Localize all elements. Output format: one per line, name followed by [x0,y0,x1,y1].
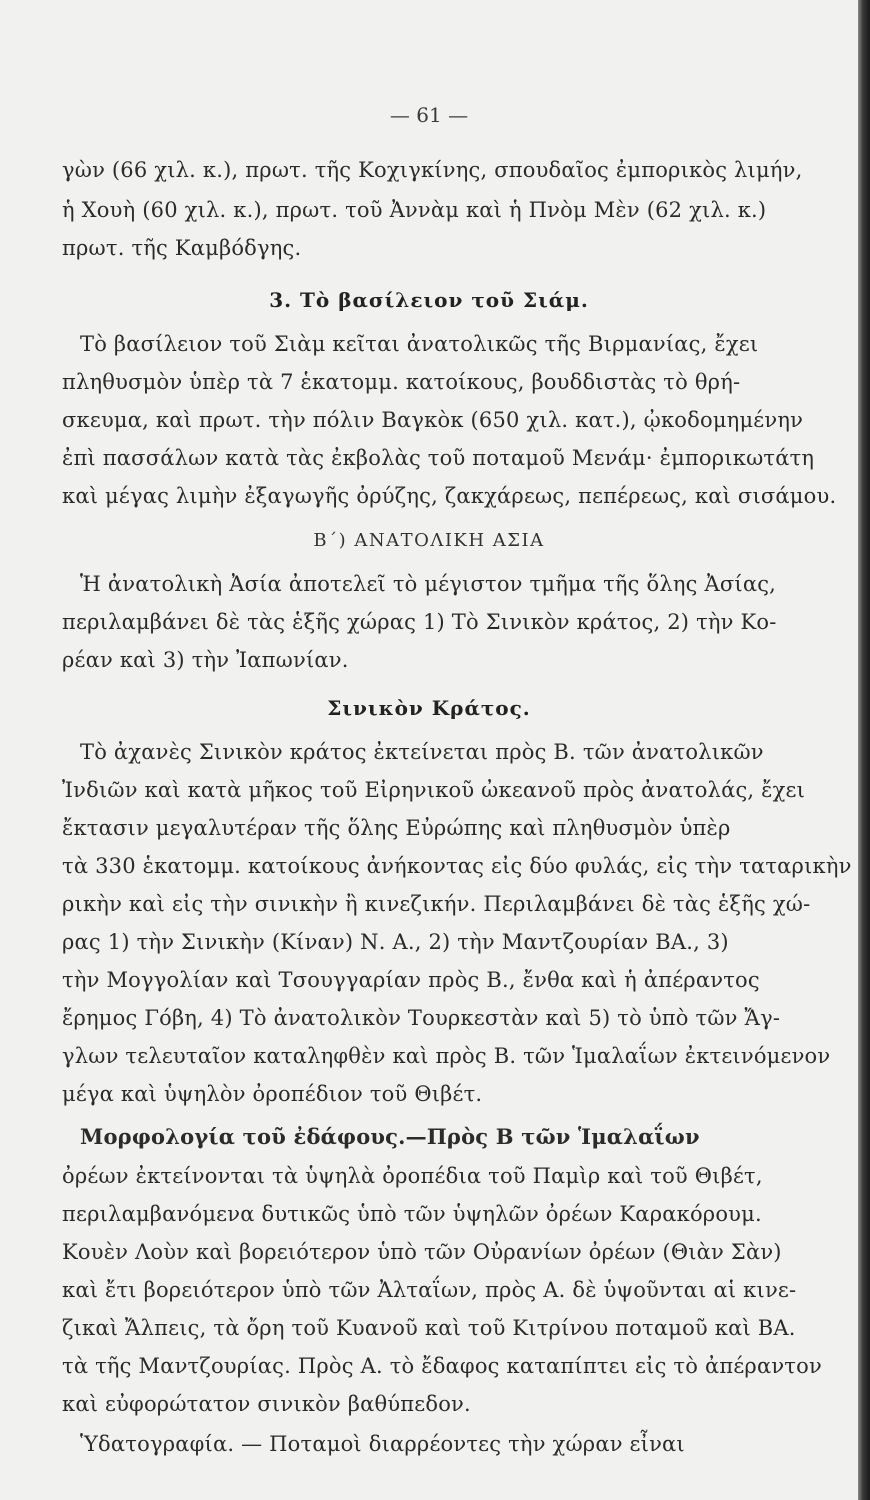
text-line: ἡ Χουὴ (60 χιλ. κ.), πρωτ. τοῦ Ἀννὰμ καὶ ἡ Πνὸμ Μὲν (62 χιλ. κ.) [62,198,767,222]
text-line: τὴν Μογγολίαν καὶ Τσουγγαρίαν πρὸς Β., ἔνθα καὶ ἡ ἀπέραντος [62,968,760,992]
text-line: Ἡ ἀνατολικὴ Ἀσία ἀποτελεῖ τὸ μέγιστον τμῆμα τῆς ὅλης Ἀσίας, [80,572,777,596]
text-line: καὶ εὐφορώτατον σινικὸν βαθύπεδον. [62,1392,471,1416]
text-line: καὶ μέγας λιμὴν ἐξαγωγῆς ὀρύζης, ζακχάρεως, πεπέρεως, καὶ σισάμου. [62,484,837,508]
text-line: Ὑδατογραφία. — Ποταμοὶ διαρρέοντες τὴν χώραν εἶναι [80,1432,685,1456]
section-heading-chinese-state: Σινικὸν Κράτος. [327,696,531,720]
section-heading-siam: 3. Τὸ βασίλειον τοῦ Σιάμ. [269,288,589,312]
text-line: ἔρημος Γόβη, 4) Τὸ ἀνατολικὸν Τουρκεστὰν καὶ 5) τὸ ὑπὸ τῶν Ἄγ- [62,1006,781,1030]
text-line: Κουὲν Λοὺν καὶ βορειότερον ὑπὸ τῶν Οὐρανίων ὀρέων (Θιὰν Σὰν) [62,1240,782,1264]
text-line: περιλαμβάνει δὲ τὰς ἑξῆς χώρας 1) Τὸ Σινικὸν κράτος, 2) τὴν Κο- [62,610,777,634]
text-line: ὀρέων ἐκτείνονται τὰ ὑψηλὰ ὀροπέδια τοῦ Παμὶρ καὶ τοῦ Θιβέτ, [62,1164,763,1188]
text-line: γλων τελευταῖον καταληφθὲν καὶ πρὸς Β. τῶν Ἱμαλαΐων ἐκτεινόμενον [62,1044,831,1068]
text-line: τὰ 330 ἑκατομμ. κατοίκους ἀνήκοντας εἰς δύο φυλάς, εἰς τὴν ταταρικὴν [62,854,852,878]
text-line: μέγα καὶ ὑψηλὸν ὀροπέδιον τοῦ Θιβέτ. [62,1082,483,1106]
text-line: Τὸ ἀχανὲς Σινικὸν κράτος ἐκτείνεται πρὸς Β. τῶν ἀνατολικῶν [80,740,764,764]
text-line: τὰ τῆς Μαντζουρίας. Πρὸς Α. τὸ ἔδαφος καταπίπτει εἰς τὸ ἀπέραντον [62,1354,822,1378]
text-line: περιλαμβανόμενα δυτικῶς ὑπὸ τῶν ὑψηλῶν ὀρέων Καρακόρουμ. [62,1202,762,1226]
text-line: ρέαν καὶ 3) τὴν Ἰαπωνίαν. [62,648,349,672]
page-number: — 61 — [389,103,469,127]
text-line: καὶ ἔτι βορειότερον ὑπὸ τῶν Ἀλταΐων, πρὸς Α. δὲ ὑψοῦνται αἱ κινε- [62,1278,797,1302]
text-line: ἔκτασιν μεγαλυτέραν τῆς ὅλης Εὐρώπης καὶ πληθυσμὸν ὑπὲρ [62,816,731,840]
text-line: πληθυσμὸν ὑπὲρ τὰ 7 ἑκατομμ. κατοίκους, βουδδιστὰς τὸ θρή- [62,370,741,394]
text-line: Ἰνδιῶν καὶ κατὰ μῆκος τοῦ Εἰρηνικοῦ ὠκεανοῦ πρὸς ἀνατολάς, ἔχει [62,778,806,802]
text-line: ζικαὶ Ἄλπεις, τὰ ὄρη τοῦ Κυανοῦ καὶ τοῦ Κιτρίνου ποταμοῦ καὶ ΒΑ. [62,1316,796,1340]
text-line: ρικὴν καὶ εἰς τὴν σινικὴν ἢ κινεζικήν. Περιλαμβάνει δὲ τὰς ἑξῆς χώ- [62,892,811,916]
page-edge-shadow [858,0,870,1500]
section-heading-east-asia: Β΄) ΑΝΑΤΟΛΙΚΗ ΑΣΙΑ [313,530,545,551]
text-line: ἐπὶ πασσάλων κατὰ τὰς ἐκβολὰς τοῦ ποταμοῦ Μενάμ· ἐμπορικωτάτη [62,446,815,470]
text-line: γὼν (66 χιλ. κ.), πρωτ. τῆς Κοχιγκίνης, σπουδαῖος ἐμπορικὸς λιμήν, [62,158,803,182]
text-line: Τὸ βασίλειον τοῦ Σιὰμ κεῖται ἀνατολικῶς τῆς Βιρμανίας, ἔχει [80,332,759,356]
text-line: ρας 1) τὴν Σινικὴν (Κίναν) Ν. Α., 2) τὴν Μαντζουρίαν ΒΑ., 3) [62,930,729,954]
text-line: σκευμα, καὶ πρωτ. τὴν πόλιν Βαγκὸκ (650 χιλ. κατ.), ᾠκοδομημένην [62,408,804,432]
text-line: πρωτ. τῆς Καμβόδγης. [62,236,302,260]
text-line: Μορφολογία τοῦ ἐδάφους.—Πρὸς Β τῶν Ἱμαλαΐων [80,1124,700,1149]
